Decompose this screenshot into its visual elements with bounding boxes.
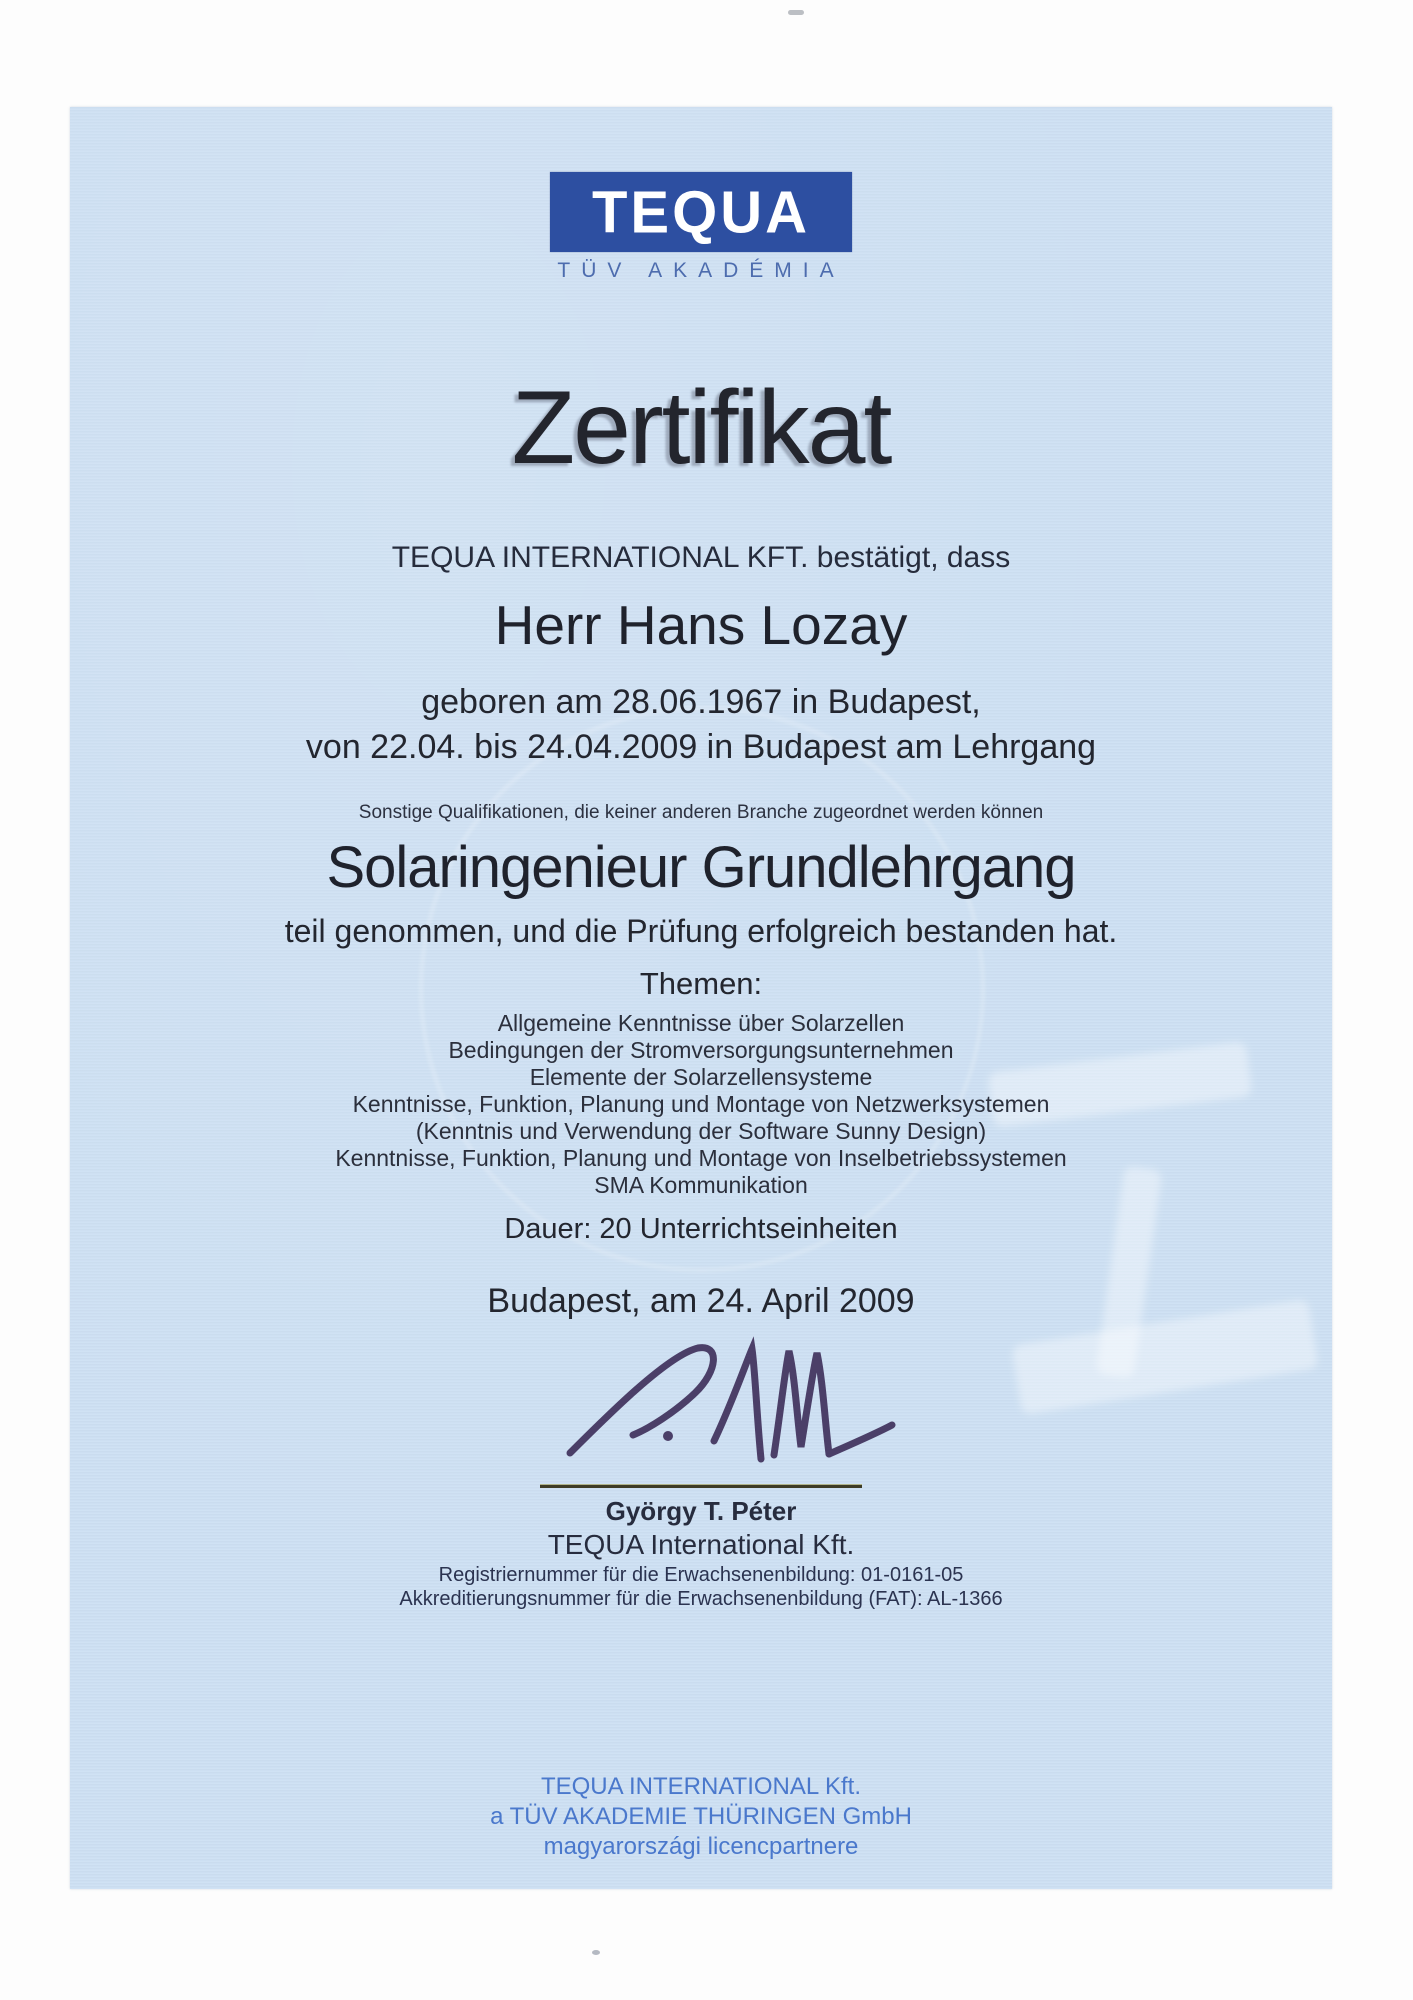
completion-statement: teil genommen, und die Prüfung erfolgreich bestanden hat. [284, 913, 1118, 949]
footer-parent-line: a TÜV AKADEMIE THÜRINGEN GmbH [490, 1803, 912, 1830]
recipient-birth-line: geboren am 28.06.1967 in Budapest, [421, 683, 981, 721]
scan-artifact-dot [592, 1950, 600, 1955]
footer-company-line: TEQUA INTERNATIONAL Kft. [540, 1773, 862, 1800]
course-title: Solaringenieur Grundlehrgang [326, 835, 1076, 900]
footer-block [70, 1772, 1332, 1862]
footer-licence-line: magyarországi licencpartnere [543, 1833, 859, 1860]
signature-ink [556, 1335, 896, 1480]
themes-heading: Themen: [639, 966, 763, 1001]
certificate-paper [70, 107, 1332, 1889]
signatory-block [70, 1485, 1332, 1611]
signatory-organization: TEQUA International Kft. [547, 1529, 855, 1560]
tequa-logo-subtext: TÜV AKADÉMIA [557, 259, 845, 282]
scan-artifact-mark [788, 10, 804, 15]
theme-item: Elemente der Solarzellensysteme [529, 1064, 873, 1090]
signatory-name: György T. Péter [605, 1496, 797, 1526]
recipient-name: Herr Hans Lozay [494, 594, 908, 656]
accreditation-number-line: Akkreditierungsnummer für die Erwachsenenbildung (FAT): AL-1366 [399, 1588, 1003, 1610]
theme-item: Kenntnisse, Funktion, Planung und Montage von Inselbetriebssystemen [335, 1145, 1067, 1171]
tequa-logo [550, 172, 852, 252]
course-date-line: von 22.04. bis 24.04.2009 in Budapest am Lehrgang [305, 728, 1097, 766]
qualification-category-note: Sonstige Qualifikationen, die keiner anderen Branche zugeordnet werden können [358, 802, 1044, 823]
theme-item: SMA Kommunikation [594, 1172, 808, 1198]
theme-item: Bedingungen der Stromversorgungsunternehmen [448, 1037, 954, 1063]
registration-number-line: Registriernummer für die Erwachsenenbildung: 01-0161-05 [438, 1564, 964, 1586]
signature-line [540, 1485, 862, 1488]
theme-item: Allgemeine Kenntnisse über Solarzellen [497, 1010, 905, 1036]
tequa-logo-text: TEQUA [592, 178, 810, 246]
certificate-title: Zertifikat [511, 370, 891, 486]
certifying-statement: TEQUA INTERNATIONAL KFT. bestätigt, dass [391, 541, 1011, 574]
place-date-line: Budapest, am 24. April 2009 [487, 1282, 915, 1320]
duration-line: Dauer: 20 Unterrichtseinheiten [504, 1213, 898, 1245]
themes-section [70, 966, 1332, 1199]
theme-item: Kenntnisse, Funktion, Planung und Montage von Netzwerksystemen [352, 1091, 1050, 1117]
theme-item: (Kenntnis und Verwendung der Software Sunny Design) [415, 1118, 987, 1144]
